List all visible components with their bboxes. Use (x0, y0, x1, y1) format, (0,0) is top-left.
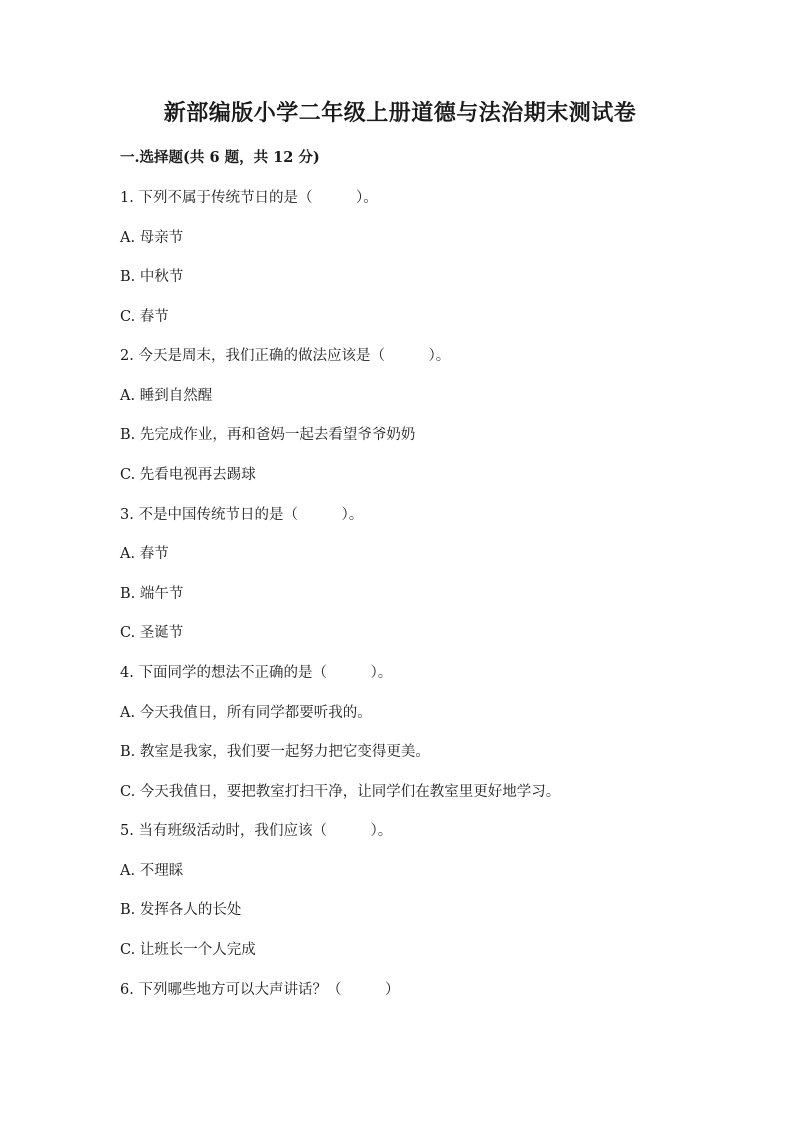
question-3-option-c: C. 圣诞节 (120, 625, 184, 641)
question-2-stem: 2. 今天是周末，我们正确的做法应该是（ ）。 (120, 348, 451, 364)
question-1-option-a: A. 母亲节 (120, 230, 184, 246)
question-4-option-a: A. 今天我值日，所有同学都要听我的。 (120, 705, 372, 721)
question-5-option-c: C. 让班长一个人完成 (120, 942, 256, 958)
question-3-option-b: B. 端午节 (120, 586, 184, 602)
question-6-stem: 6. 下列哪些地方可以大声讲话？（ ） (120, 982, 400, 998)
question-3-stem: 3. 不是中国传统节日的是（ ）。 (120, 507, 364, 523)
question-3-option-a: A. 春节 (120, 546, 169, 562)
question-5-option-a: A. 不理睬 (120, 863, 184, 879)
section-heading: 一.选择题(共 6 题，共 12 分) (120, 149, 320, 166)
question-1-option-c: C. 春节 (120, 309, 169, 325)
question-4-stem: 4. 下面同学的想法不正确的是（ ）。 (120, 665, 393, 681)
question-2-option-c: C. 先看电视再去踢球 (120, 467, 256, 483)
question-2-option-a: A. 睡到自然醒 (120, 388, 213, 404)
question-1-stem: 1. 下列不属于传统节日的是（ ）。 (120, 190, 378, 206)
question-4-option-c: C. 今天我值日，要把教室打扫干净，让同学们在教室里更好地学习。 (120, 784, 561, 800)
question-5-stem: 5. 当有班级活动时，我们应该（ ）。 (120, 823, 393, 839)
exam-title: 新部编版小学二年级上册道德与法治期末测试卷 (163, 100, 637, 126)
question-5-option-b: B. 发挥各人的长处 (120, 902, 242, 918)
question-2-option-b: B. 先完成作业，再和爸妈一起去看望爷爷奶奶 (120, 427, 416, 443)
question-1-option-b: B. 中秋节 (120, 269, 184, 285)
question-4-option-b: B. 教室是我家，我们要一起努力把它变得更美。 (120, 744, 430, 760)
